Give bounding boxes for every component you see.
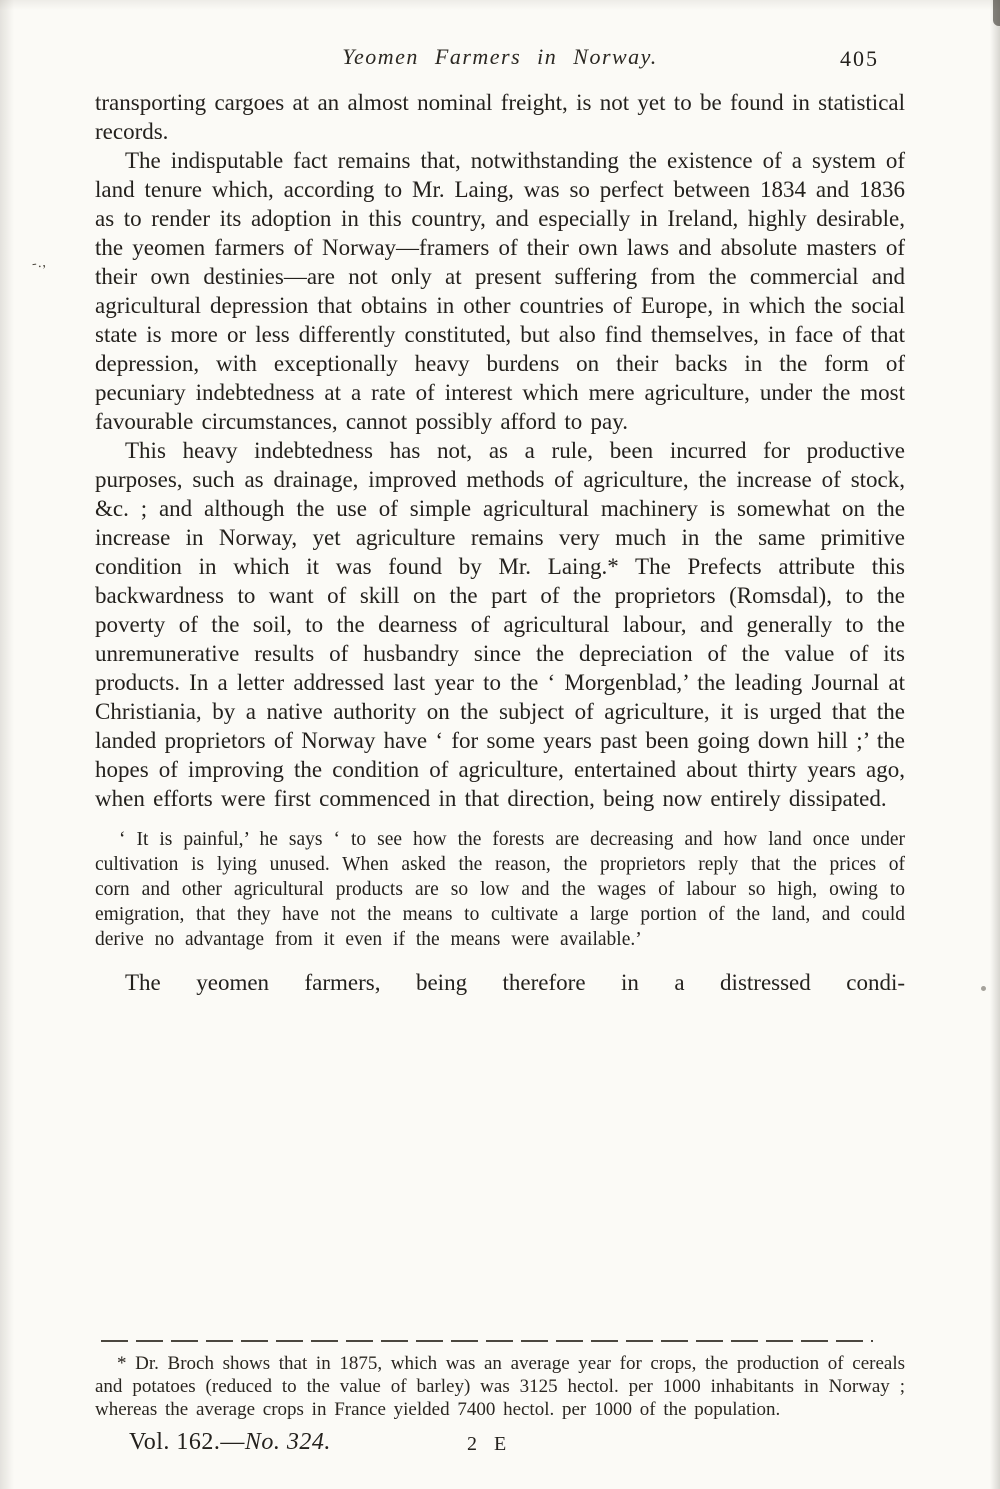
footnote-rule [101,1340,873,1342]
footnote: * Dr. Broch shows that in 1875, which was an average year for crops, the production of cereals and potatoes (reduced to the value of barley) was 3125 hectol. per 1000 inhabitants in Norway ; whereas the average crops in France yielded 7400 hectol. per 1000 of the population. [95,1353,905,1420]
scan-artifact-top-right [993,0,1000,26]
volume-number: No. 324. [244,1429,331,1455]
page-number: 405 [840,46,879,71]
body-footnote-gap [95,997,905,1340]
paragraph-indebtedness: This heavy indebtedness has not, as a rule, been incurred for productive purposes, such as drainage, improved methods of agriculture, the increase of stock, &c. ; and although the use of simple agricultural machinery is somewhat on the increase in Norway, yet agriculture remains very much in the same primitive condition in which it was found by Mr. Laing.* The Prefects attribute this backwardness to want of skill on the part of the proprietors (Romsdal), to the poverty of the soil, to the dearness of agricultural labour, and generally to the unremunerative results of husbandry since the depreciation of the value of its products. In a letter addressed last year to the ‘ Morgenblad,’ the leading Journal at Christiania, by a native authority on the subject of agriculture, it is urged that the landed proprietors of Norway have ‘ for some years past been going down hill ;’ the hopes of improving the condition of agriculture, entertained about thirty years ago, when efforts were first commenced in that direction, being now entirely dissipated. [95,438,905,811]
running-title: Yeomen Farmers in Norway. [342,44,658,69]
paragraph-continuation: transporting cargoes at an almost nominal freight, is not yet to be found in statistical records. [95,90,905,144]
volume-line [129,1429,331,1456]
page-footer [95,1429,905,1463]
paragraph-catchline: The yeomen farmers, being therefore in a distressed condi- [125,970,905,995]
margin-artifact: -., [30,255,48,272]
volume-prefix: Vol. 162.— [129,1429,245,1455]
scan-artifact-right [981,986,986,991]
paragraph-land-tenure: The indisputable fact remains that, notwithstanding the existence of a system of land tenure which, according to Mr. Laing, was so perfect between 1834 and 1836 as to render its adoption in this country, and especially in Ireland, highly desirable, the yeomen farmers of Norway—framers of their own laws and absolute masters of their own destinies—are not only at present suffering from the commercial and agricultural depression that obtains in other countries of Europe, in which the social state is more or less differently constituted, but also find themselves, in face of that depression, with exceptionally heavy burdens on their backs in the form of pecuniary indebtedness at a rate of interest which mere agriculture, under the most favourable circumstances, cannot possibly afford to pay. [95,148,905,434]
page-body [95,88,905,997]
page-header [95,44,905,88]
block-quote: ‘ It is painful,’ he says ‘ to see how the forests are decreasing and how land once under cultivation is lying unused. When asked the reason, the proprietors reply that the prices of corn and other agricultural products are so low and the wages of labour so high, owing to emigration, that they have not the means to cultivate a large portion of the land, and could derive no advantage from it even if the means were available.’ [95,829,905,950]
printer-signature: 2 E [467,1433,513,1455]
